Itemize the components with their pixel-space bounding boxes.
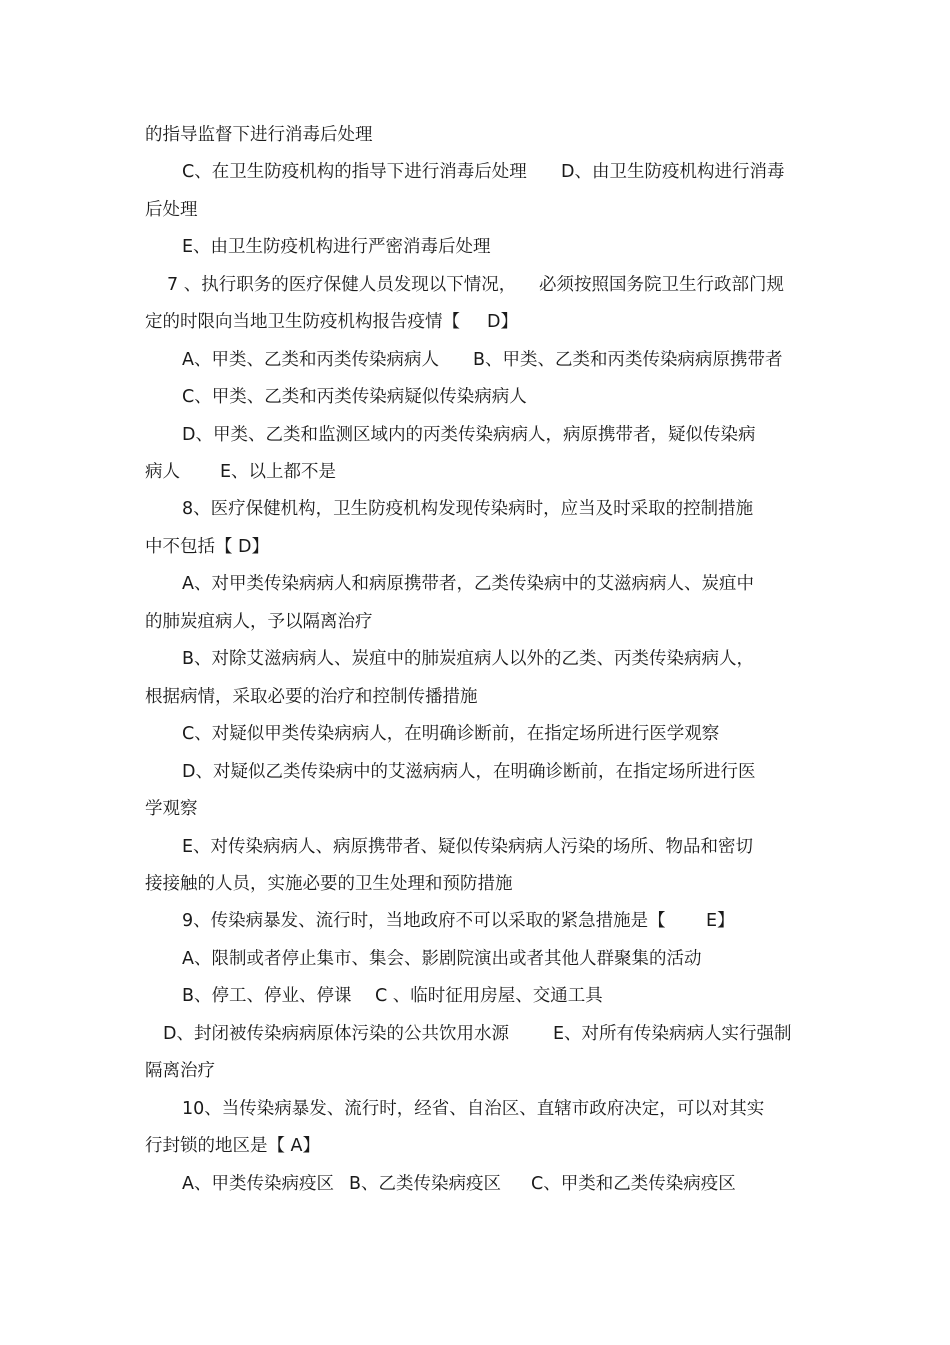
text-span: 9、传染病暴发、流行时，当地政府不可以采取的紧急措施是【 [182,911,666,931]
text-span: 定的时限向当地卫生防疫机构报告疫情【 [145,312,460,332]
text-span: 后处理 [145,200,198,220]
text-span: 行封锁的地区是【 A】 [145,1136,321,1156]
text-span: A、甲类、乙类和丙类传染病病人 [182,350,439,370]
text-span: 中不包括【 D】 [145,537,270,557]
text-span: D、封闭被传染病病原体污染的公共饮用水源 [163,1024,509,1044]
text-span: B、乙类传染病疫区 [349,1174,502,1194]
text-span: C、甲类、乙类和丙类传染病疑似传染病病人 [182,387,527,407]
text-span: D、由卫生防疫机构进行消毒 [561,162,785,182]
text-span: 必须按照国务院卫生行政部门规 [539,275,784,295]
text-span: B、对除艾滋病病人、炭疽中的肺炭疽病人以外的乙类、丙类传染病病人， [182,649,755,669]
text-span: C、甲类和乙类传染病疫区 [531,1174,736,1194]
text-span: E、由卫生防疫机构进行严密消毒后处理 [182,237,491,257]
text-span: D、甲类、乙类和监测区域内的丙类传染病病人，病原携带者，疑似传染病 [182,425,756,445]
text-span: B、甲类、乙类和丙类传染病病原携带者 [473,350,783,370]
text-span: D、对疑似乙类传染病中的艾滋病病人，在明确诊断前，在指定场所进行医 [182,762,756,782]
text-span: 10、当传染病暴发、流行时，经省、自治区、直辖市政府决定，可以对其实 [182,1099,765,1119]
text-span: B、停工、停业、停课 [182,986,352,1006]
text-span: C 、临时征用房屋、交通工具 [375,986,603,1006]
text-span: A、限制或者停止集市、集会、影剧院演出或者其他人群聚集的活动 [182,949,702,969]
text-span: 隔离治疗 [145,1061,215,1081]
text-span: A、对甲类传染病病人和病原携带者，乙类传染病中的艾滋病病人、炭疽中 [182,574,754,594]
text-span: 接接触的人员，实施必要的卫生处理和预防措施 [145,874,513,894]
text-span: 7 、执行职务的医疗保健人员发现以下情况， [167,275,517,295]
text-span: C、对疑似甲类传染病病人，在明确诊断前，在指定场所进行医学观察 [182,724,720,744]
text-span: 的指导监督下进行消毒后处理 [145,125,373,145]
text-span: E、对所有传染病病人实行强制 [553,1024,792,1044]
text-span: 病人 [145,462,180,482]
text-span: 根据病情，采取必要的治疗和控制传播措施 [145,687,478,707]
text-span: A、甲类传染病疫区 [182,1174,334,1194]
text-span: E、以上都不是 [220,462,337,482]
text-span: C、在卫生防疫机构的指导下进行消毒后处理 [182,162,527,182]
text-span: D】 [487,312,518,332]
text-span: E、对传染病病人、病原携带者、疑似传染病病人污染的场所、物品和密切 [182,837,754,857]
text-span: 8、医疗保健机构，卫生防疫机构发现传染病时，应当及时采取的控制措施 [182,499,754,519]
text-span: E】 [706,911,735,931]
text-span: 的肺炭疽病人，予以隔离治疗 [145,612,373,632]
text-span: 学观察 [145,799,198,819]
